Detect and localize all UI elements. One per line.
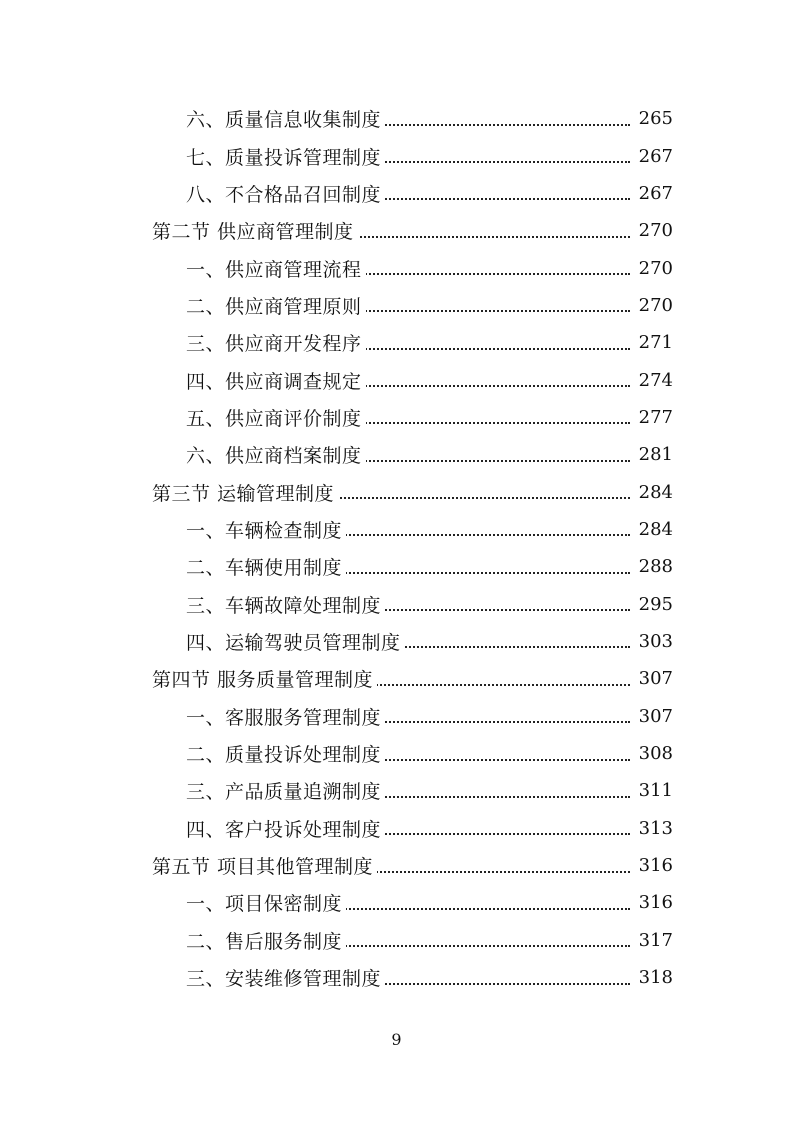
toc-item-entry[interactable] (0, 585, 793, 622)
toc-entry-page: 265 (633, 108, 673, 129)
toc-entry-page: 267 (633, 146, 673, 167)
toc-item-entry[interactable] (0, 922, 793, 959)
toc-entry-page: 288 (633, 556, 673, 577)
toc-item-entry[interactable] (0, 137, 793, 174)
toc-entry-page: 307 (633, 706, 673, 727)
toc-entry-page: 270 (633, 220, 673, 241)
toc-entry-label: 二、质量投诉处理制度 (186, 740, 385, 767)
toc-entry-label: 四、供应商调查规定 (186, 367, 366, 394)
toc-item-entry[interactable] (0, 698, 793, 735)
toc-section-entry[interactable] (0, 660, 793, 697)
toc-entry-label: 三、安装维修管理制度 (186, 964, 385, 991)
toc-entry-page: 308 (633, 743, 673, 764)
toc-item-entry[interactable] (0, 361, 793, 398)
toc-entry-label: 六、供应商档案制度 (186, 441, 366, 468)
toc-item-entry[interactable] (0, 511, 793, 548)
toc-entry-label: 二、售后服务制度 (186, 927, 346, 954)
toc-entry-page: 313 (633, 818, 673, 839)
toc-item-entry[interactable] (0, 772, 793, 809)
toc-entry-page: 317 (633, 930, 673, 951)
toc-item-entry[interactable] (0, 623, 793, 660)
toc-entry-label: 八、不合格品召回制度 (186, 180, 385, 207)
toc-item-entry[interactable] (0, 735, 793, 772)
toc-entry-label: 一、供应商管理流程 (186, 255, 366, 282)
toc-entry-page: 303 (633, 631, 673, 652)
toc-item-entry[interactable] (0, 548, 793, 585)
toc-entry-page: 284 (633, 519, 673, 540)
toc-entry-page: 281 (633, 444, 673, 465)
toc-item-entry[interactable] (0, 436, 793, 473)
toc-entry-page: 274 (633, 370, 673, 391)
toc-entry-label: 五、供应商评价制度 (186, 404, 366, 431)
toc-entry-label: 三、供应商开发程序 (186, 329, 366, 356)
toc-section-entry[interactable] (0, 847, 793, 884)
page-number: 9 (391, 1030, 402, 1049)
toc-entry-page: 270 (633, 295, 673, 316)
toc-item-entry[interactable] (0, 100, 793, 137)
toc-entry-label: 六、质量信息收集制度 (186, 105, 385, 132)
toc-entry-label: 四、运输驾驶员管理制度 (186, 628, 405, 655)
toc-entry-label: 二、供应商管理原则 (186, 292, 366, 319)
table-of-contents (0, 100, 793, 996)
toc-item-entry[interactable] (0, 399, 793, 436)
toc-entry-page: 267 (633, 183, 673, 204)
toc-entry-page: 284 (633, 482, 673, 503)
toc-entry-label: 一、车辆检查制度 (186, 516, 346, 543)
toc-entry-label: 七、质量投诉管理制度 (186, 143, 385, 170)
toc-item-entry[interactable] (0, 959, 793, 996)
toc-entry-label: 一、客服服务管理制度 (186, 703, 385, 730)
toc-entry-label: 第四节 服务质量管理制度 (152, 665, 377, 692)
toc-entry-label: 三、车辆故障处理制度 (186, 591, 385, 618)
toc-item-entry[interactable] (0, 884, 793, 921)
toc-item-entry[interactable] (0, 287, 793, 324)
toc-item-entry[interactable] (0, 175, 793, 212)
toc-item-entry[interactable] (0, 249, 793, 286)
toc-entry-page: 307 (633, 668, 673, 689)
toc-entry-label: 第五节 项目其他管理制度 (152, 852, 377, 879)
toc-entry-page: 295 (633, 594, 673, 615)
toc-section-entry[interactable] (0, 473, 793, 510)
toc-entry-label: 一、项目保密制度 (186, 889, 346, 916)
toc-item-entry[interactable] (0, 324, 793, 361)
toc-entry-page: 271 (633, 332, 673, 353)
toc-entry-page: 316 (633, 892, 673, 913)
toc-entry-page: 277 (633, 407, 673, 428)
toc-entry-label: 二、车辆使用制度 (186, 553, 346, 580)
toc-entry-page: 316 (633, 855, 673, 876)
toc-entry-page: 311 (633, 780, 673, 801)
toc-entry-page: 318 (633, 967, 673, 988)
toc-entry-label: 第二节 供应商管理制度 (152, 217, 358, 244)
toc-entry-page: 270 (633, 258, 673, 279)
toc-entry-label: 四、客户投诉处理制度 (186, 815, 385, 842)
toc-section-entry[interactable] (0, 212, 793, 249)
toc-item-entry[interactable] (0, 810, 793, 847)
toc-entry-label: 第三节 运输管理制度 (152, 479, 338, 506)
toc-entry-label: 三、产品质量追溯制度 (186, 777, 385, 804)
